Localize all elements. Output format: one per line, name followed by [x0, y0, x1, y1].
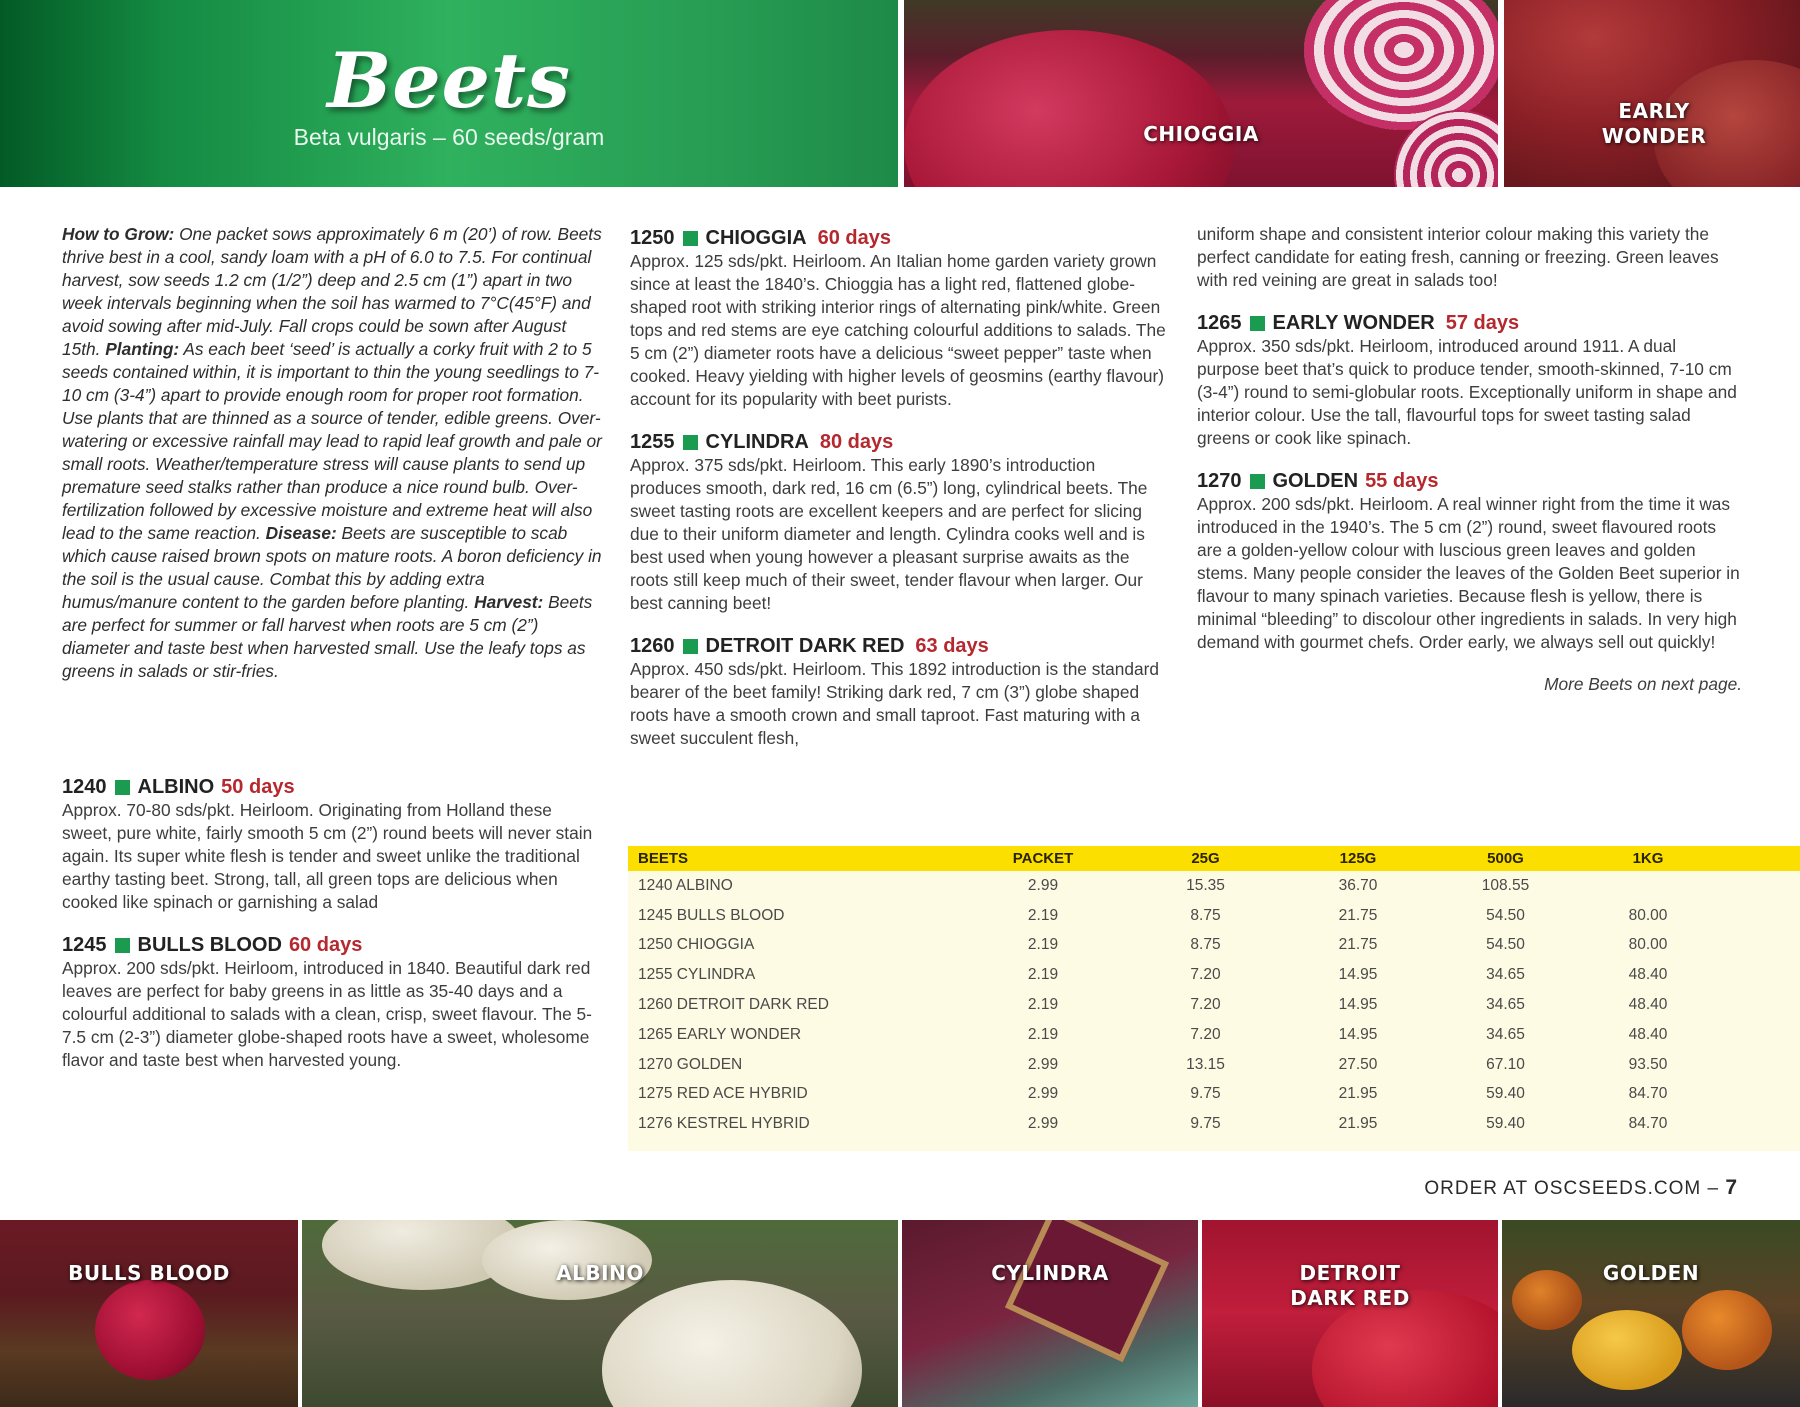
price-cell: 54.50 [1486, 936, 1525, 954]
page-number: 7 [1725, 1176, 1738, 1199]
page-title: Beets [327, 36, 571, 125]
more-beets-note: More Beets on next page. [1544, 674, 1742, 694]
price-table [628, 846, 1800, 1151]
green-square-icon [1250, 316, 1265, 331]
variety-entry [630, 226, 1170, 411]
variety-name: EARLY WONDER [1272, 312, 1435, 334]
green-square-icon [115, 780, 130, 795]
table-row [628, 1050, 1800, 1080]
variety-description: Approx. 200 sds/pkt. Heirloom. A real winner right from the time it was introduced in the 1940’s. The 5 cm (2”) round, sweet flavoured roots are a golden-yellow colour with luscious green leaves and golden stems. Many people consider the leaves of the Golden Beet superior in flavour to many spinach varieties. Because flesh is yellow, there is minimal “bleeding” to discolour other ingredients in salads. In very high demand with gourmet chefs. Order early, we always sell out quickly! [1197, 494, 1740, 652]
price-cell: 48.40 [1628, 966, 1668, 984]
variety-heading [630, 634, 1170, 658]
column-header: 500G [1487, 850, 1524, 867]
photo-strip [0, 1220, 1800, 1407]
price-cell: 59.40 [1486, 1085, 1525, 1103]
beet-image [95, 1280, 205, 1380]
price-cell: 7.20 [1190, 996, 1221, 1014]
table-row [628, 1109, 1800, 1139]
planting-text: As each beet ‘seed’ is actually a corky fruit with 2 to 5 seeds contained within, it is important to thin the young seedlings to 7-10 cm (3-4”) apart to provide enough room for proper root formation. Use plants that are thinned as a source of tender, edible greens. Over-watering or excessive rainfall may lead to rapid leaf growth and pale or small roots. Weather/temperature stress will cause plants to send up premature seed stalks rather than produce a nice round bulb. Over-fertilization followed by excessive moisture and extreme heat will also lead to the same reaction. [62, 339, 602, 543]
price-cell: 21.75 [1338, 936, 1378, 954]
green-square-icon [683, 231, 698, 246]
variety-entry [1197, 311, 1742, 450]
variety-entry [630, 430, 1170, 615]
golden-photo [1502, 1220, 1800, 1407]
photo-label: GOLDEN [1602, 1261, 1700, 1285]
table-row [628, 901, 1800, 931]
variety-name: DETROIT DARK RED [705, 635, 905, 657]
photo-label: EARLY WONDER [1601, 99, 1707, 148]
price-cell: 34.65 [1486, 996, 1525, 1014]
price-cell: 2.99 [1027, 1055, 1059, 1073]
how-to-grow-label: How to Grow: [62, 224, 175, 244]
price-cell: 8.75 [1190, 936, 1221, 954]
beet-image [904, 30, 1234, 187]
column-2 [630, 226, 1170, 769]
beet-image [602, 1280, 862, 1407]
early-wonder-photo [1504, 0, 1800, 187]
variety-code: 1245 [62, 934, 107, 956]
order-text: ORDER AT OSCSEEDS.COM – [1424, 1178, 1726, 1199]
page-header [0, 0, 1800, 187]
column-header: 1KG [1632, 850, 1664, 867]
product-name-cell: 1270 GOLDEN [638, 1055, 743, 1073]
variety-days: 80 days [819, 431, 894, 453]
variety-heading [62, 775, 602, 799]
variety-description: Approx. 70-80 sds/pkt. Heirloom. Originating from Holland these sweet, pure white, fairly smooth 5 cm (2”) round beets will never stain again. Its super white flesh is tender and sweet unlike the traditional earthy tasting beet. Strong, tall, all green tops are delicious when cooked like spinach or garnishing a salad [62, 800, 593, 912]
price-cell: 14.95 [1338, 966, 1378, 984]
price-cell: 54.50 [1486, 906, 1525, 924]
bulls-blood-photo [0, 1220, 298, 1407]
price-cell: 2.99 [1027, 1115, 1059, 1133]
variety-code: 1265 [1197, 312, 1242, 334]
green-square-icon [683, 639, 698, 654]
table-row [628, 871, 1800, 901]
price-cell: 9.75 [1190, 1115, 1221, 1133]
disease-label: Disease: [265, 523, 337, 543]
continuation-text: uniform shape and consistent interior colour making this variety the perfect candidate for eating fresh, canning or freezing. Green leaves with red veining are great in salads too! [1197, 224, 1719, 290]
detroit-dark-red-photo [1202, 1220, 1498, 1407]
price-cell: 2.19 [1027, 906, 1059, 924]
disease-text: Beets are susceptible to scab which cause raised brown spots on mature roots. A boron deficiency in the soil is the usual cause. Combat this by adding extra humus/manure content to the garden before planting. [62, 523, 602, 612]
variety-days: 60 days [288, 934, 363, 956]
price-cell: 34.65 [1486, 1025, 1525, 1043]
variety-heading [1197, 311, 1742, 335]
variety-heading [630, 430, 1170, 454]
how-to-grow-text: One packet sows approximately 6 m (20’) of row. Beets thrive best in a cool, sandy loam with a pH of 6.0 to 7.5. For continual harvest, sow seeds 1.2 cm (1/2”) deep and 2.5 cm (1”) apart in two week intervals beginning when the soil has warmed to 7°C(45°F) and avoid sowing after mid-July. Fall crops could be sown after August 15th. [62, 224, 602, 359]
harvest-text: Beets are perfect for summer or fall harvest when roots are 5 cm (2”) diameter and taste best when harvested small. Use the leafy tops as greens in salads or stir-fries. [62, 592, 593, 681]
price-cell: 2.19 [1027, 936, 1059, 954]
photo-label: DETROIT DARK RED [1290, 1261, 1410, 1310]
column-header: PACKET [1012, 850, 1074, 867]
variety-days: 55 days [1365, 470, 1439, 492]
photo-label: CHIOGGIA [1143, 122, 1259, 146]
variety-heading [1197, 469, 1742, 493]
price-cell: 93.50 [1628, 1055, 1668, 1073]
price-cell: 27.50 [1338, 1055, 1378, 1073]
price-cell: 80.00 [1628, 936, 1668, 954]
variety-entry [62, 775, 602, 914]
photo-label: BULLS BLOOD [68, 1261, 230, 1285]
green-square-icon [1250, 474, 1265, 489]
harvest-label: Harvest: [474, 592, 544, 612]
price-cell: 108.55 [1481, 876, 1530, 894]
price-cell: 2.19 [1027, 1025, 1059, 1043]
price-cell: 9.75 [1190, 1085, 1221, 1103]
price-cell: 14.95 [1338, 996, 1378, 1014]
variety-code: 1270 [1197, 470, 1242, 492]
product-name-cell: 1265 EARLY WONDER [638, 1025, 802, 1043]
variety-days: 63 days [915, 635, 989, 657]
photo-label: ALBINO [556, 1261, 644, 1285]
how-to-grow [62, 223, 602, 683]
variety-code: 1260 [630, 635, 675, 657]
price-cell: 48.40 [1628, 996, 1668, 1014]
table-row [628, 1080, 1800, 1110]
variety-days: 60 days [817, 227, 892, 249]
price-cell: 2.19 [1027, 996, 1059, 1014]
price-cell: 7.20 [1190, 1025, 1221, 1043]
price-cell: 21.95 [1338, 1115, 1378, 1133]
price-cell: 59.40 [1486, 1115, 1525, 1133]
column-header: 25G [1191, 850, 1220, 867]
product-name-cell: 1275 RED ACE HYBRID [638, 1085, 808, 1103]
green-square-icon [683, 435, 698, 450]
product-name-cell: 1240 ALBINO [638, 876, 733, 894]
table-row [628, 1020, 1800, 1050]
price-cell: 8.75 [1190, 906, 1221, 924]
page-subtitle: Beta vulgaris – 60 seeds/gram [293, 124, 605, 150]
product-name-cell: 1255 CYLINDRA [638, 966, 756, 984]
beet-image [1572, 1310, 1682, 1390]
variety-entry [62, 933, 602, 1072]
variety-name: BULLS BLOOD [137, 934, 282, 956]
variety-heading [630, 226, 1170, 250]
variety-description: Approx. 350 sds/pkt. Heirloom, introduced around 1911. A dual purpose beet that’s quick to produce tender, smooth-skinned, 7-10 cm (3-4”) round to semi-globular roots. Exceptionally uniform in shape and interior colour. Use the tall, flavourful tops for sweet tasting salad greens or cook like spinach. [1197, 336, 1737, 448]
price-cell: 36.70 [1338, 876, 1378, 894]
price-cell: 34.65 [1486, 966, 1525, 984]
product-name-cell: 1245 BULLS BLOOD [638, 906, 785, 924]
column-header: 125G [1339, 850, 1377, 867]
chioggia-photo [904, 0, 1498, 187]
beet-image [482, 1220, 652, 1300]
price-cell: 2.99 [1027, 1085, 1059, 1103]
price-cell: 21.75 [1338, 906, 1378, 924]
variety-code: 1255 [630, 431, 675, 453]
title-banner [0, 0, 898, 187]
price-cell: 13.15 [1186, 1055, 1225, 1073]
product-name-cell: 1260 DETROIT DARK RED [638, 996, 829, 1014]
variety-entry [1197, 469, 1742, 654]
column-1 [62, 775, 602, 1091]
price-cell: 48.40 [1628, 1025, 1668, 1043]
variety-description: Approx. 450 sds/pkt. Heirloom. This 1892 introduction is the standard bearer of the beet family! Striking dark red, 7 cm (3”) globe shaped roots have a smooth crown and small taproot. Fast maturing with a sweet succulent flesh, [630, 659, 1159, 748]
beet-image [1005, 1220, 1169, 1362]
price-cell: 7.20 [1190, 966, 1221, 984]
variety-description: Approx. 125 sds/pkt. Heirloom. An Italian home garden variety grown since at least the 1840’s. Chioggia has a light red, flattened globe-shaped root with striking interior rings of alternating pink/white. Green tops and red stems are eye catching colourful additions to salads. The 5 cm (2”) diameter roots have a delicious “sweet pepper” taste when cooked. Heavy yielding with higher levels of geosmins (earthy flavour) account for its popularity with beet purists. [630, 251, 1166, 409]
variety-heading [62, 933, 602, 957]
beet-image [1682, 1290, 1772, 1370]
photo-label: CYLINDRA [991, 1261, 1109, 1285]
price-cell: 2.99 [1027, 876, 1059, 894]
price-cell: 84.70 [1628, 1115, 1668, 1133]
variety-entry [630, 634, 1170, 750]
planting-label: Planting: [105, 339, 180, 359]
variety-code: 1240 [62, 776, 107, 798]
product-name-cell: 1250 CHIOGGIA [638, 936, 755, 954]
table-header-row [628, 846, 1800, 871]
table-body [628, 871, 1800, 1139]
price-cell: 14.95 [1338, 1025, 1378, 1043]
variety-description: Approx. 375 sds/pkt. Heirloom. This early 1890’s introduction produces smooth, dark red, 16 cm (6.5”) long, cylindrical beets. The sweet tasting roots are excellent keepers and are perfect for slicing due to their uniform diameter and length. Cylindra cooks well and is best used when young however a pleasant surprise awaits as the roots still keep much of their sweet, tender flavour when larger. Our best canning beet! [630, 455, 1148, 613]
price-cell: 84.70 [1628, 1085, 1668, 1103]
variety-name: CYLINDRA [705, 431, 809, 453]
price-cell: 2.19 [1027, 966, 1059, 984]
green-square-icon [115, 938, 130, 953]
price-cell: 80.00 [1628, 906, 1668, 924]
variety-name: ALBINO [137, 776, 215, 798]
variety-code: 1250 [630, 227, 675, 249]
table-row [628, 931, 1800, 961]
table-row [628, 990, 1800, 1020]
variety-days: 50 days [221, 776, 295, 798]
variety-description: Approx. 200 sds/pkt. Heirloom, introduced in 1840. Beautiful dark red leaves are perfect for baby greens in as little as 35-40 days and a colourful additional to salads with a clean, crisp, sweet flavour. The 5-7.5 cm (2-3”) diameter globe-shaped roots have a sweet, wholesome flavor and taste best when harvested young. [62, 958, 592, 1070]
variety-days: 57 days [1445, 312, 1520, 334]
variety-name: GOLDEN [1272, 470, 1359, 492]
column-header: BEETS [638, 850, 689, 867]
price-cell: 15.35 [1186, 876, 1225, 894]
variety-name: CHIOGGIA [705, 227, 807, 249]
cylindra-photo [902, 1220, 1198, 1407]
product-name-cell: 1276 KESTREL HYBRID [638, 1115, 810, 1133]
column-3 [1197, 223, 1742, 696]
albino-photo [302, 1220, 898, 1407]
price-cell: 67.10 [1486, 1055, 1525, 1073]
table-row [628, 960, 1800, 990]
price-cell: 21.95 [1338, 1085, 1378, 1103]
page-footer [1424, 1176, 1738, 1200]
